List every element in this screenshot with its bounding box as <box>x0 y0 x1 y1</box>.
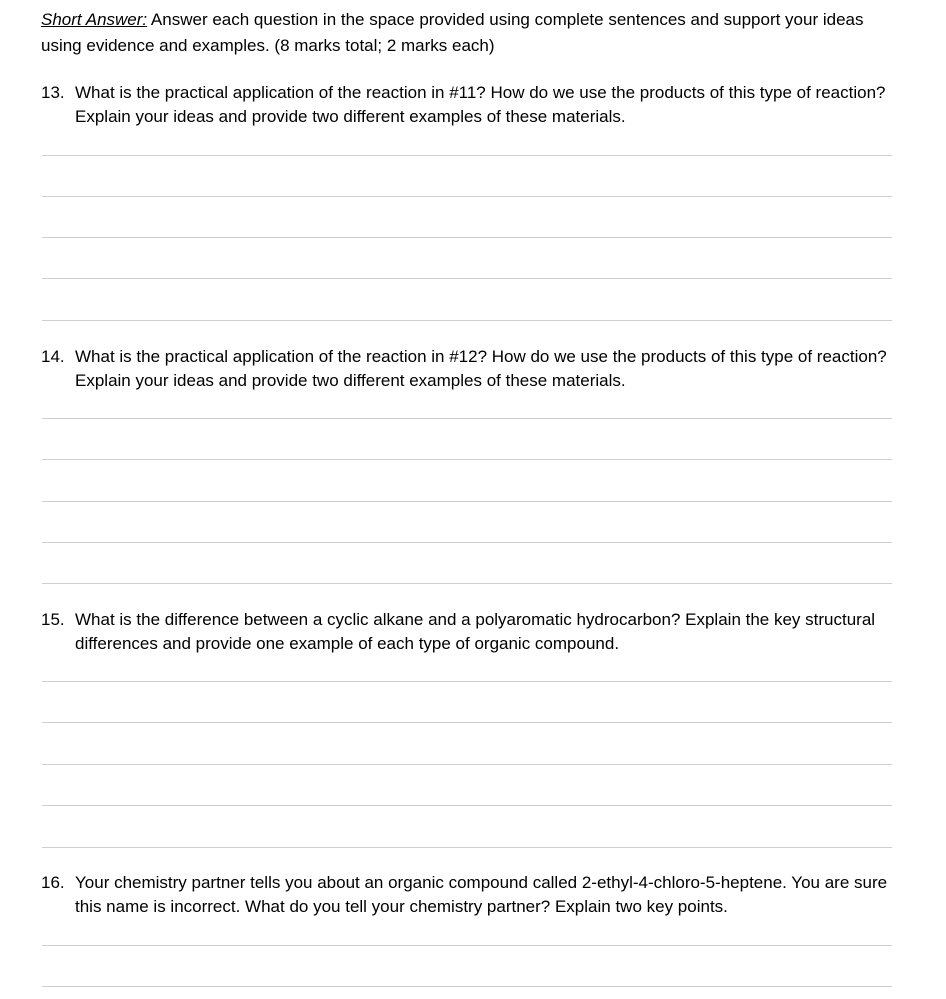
question-text: What is the practical application of the reaction in #11? How do we use the products of this type of reaction? Explain your ideas and provide two different examples of these materials. <box>75 83 886 126</box>
answer-line[interactable] <box>42 945 892 946</box>
question-14 <box>41 345 901 393</box>
answer-line[interactable] <box>42 418 892 419</box>
answer-line[interactable] <box>42 459 892 460</box>
answer-line[interactable] <box>42 320 892 321</box>
question-number: 14. <box>41 347 65 366</box>
question-text: What is the practical application of the reaction in #12? How do we use the products of this type of reaction? Explain your ideas and provide two different examples of these materials. <box>75 347 887 390</box>
question-number: 15. <box>41 610 65 629</box>
answer-line[interactable] <box>42 805 892 806</box>
answer-line[interactable] <box>42 155 892 156</box>
answer-line[interactable] <box>42 237 892 238</box>
answer-line[interactable] <box>42 278 892 279</box>
answer-line[interactable] <box>42 847 892 848</box>
question-13 <box>41 81 901 129</box>
answer-line[interactable] <box>42 722 892 723</box>
question-number: 16. <box>41 873 65 892</box>
question-text: What is the difference between a cyclic alkane and a polyaromatic hydrocarbon? Explain the key structural differences and provide one example of each type of organic compound. <box>75 610 876 653</box>
answer-line[interactable] <box>42 196 892 197</box>
answer-line[interactable] <box>42 986 892 987</box>
answer-line[interactable] <box>42 542 892 543</box>
section-label: Short Answer: <box>41 10 148 29</box>
answer-line[interactable] <box>42 681 892 682</box>
question-text: Your chemistry partner tells you about an organic compound called 2-ethyl-4-chloro-5-heptene. You are sure this name is incorrect. What do you tell your chemistry partner? Explain two key points. <box>75 873 888 916</box>
question-number: 13. <box>41 83 65 102</box>
instructions-text: Answer each question in the space provided using complete sentences and support your ideas using evidence and examples. (8 marks total; 2 marks each) <box>41 10 864 55</box>
question-16 <box>41 871 901 919</box>
answer-line[interactable] <box>42 583 892 584</box>
question-15 <box>41 608 901 656</box>
instructions <box>41 7 901 59</box>
answer-line[interactable] <box>42 501 892 502</box>
answer-line[interactable] <box>42 764 892 765</box>
